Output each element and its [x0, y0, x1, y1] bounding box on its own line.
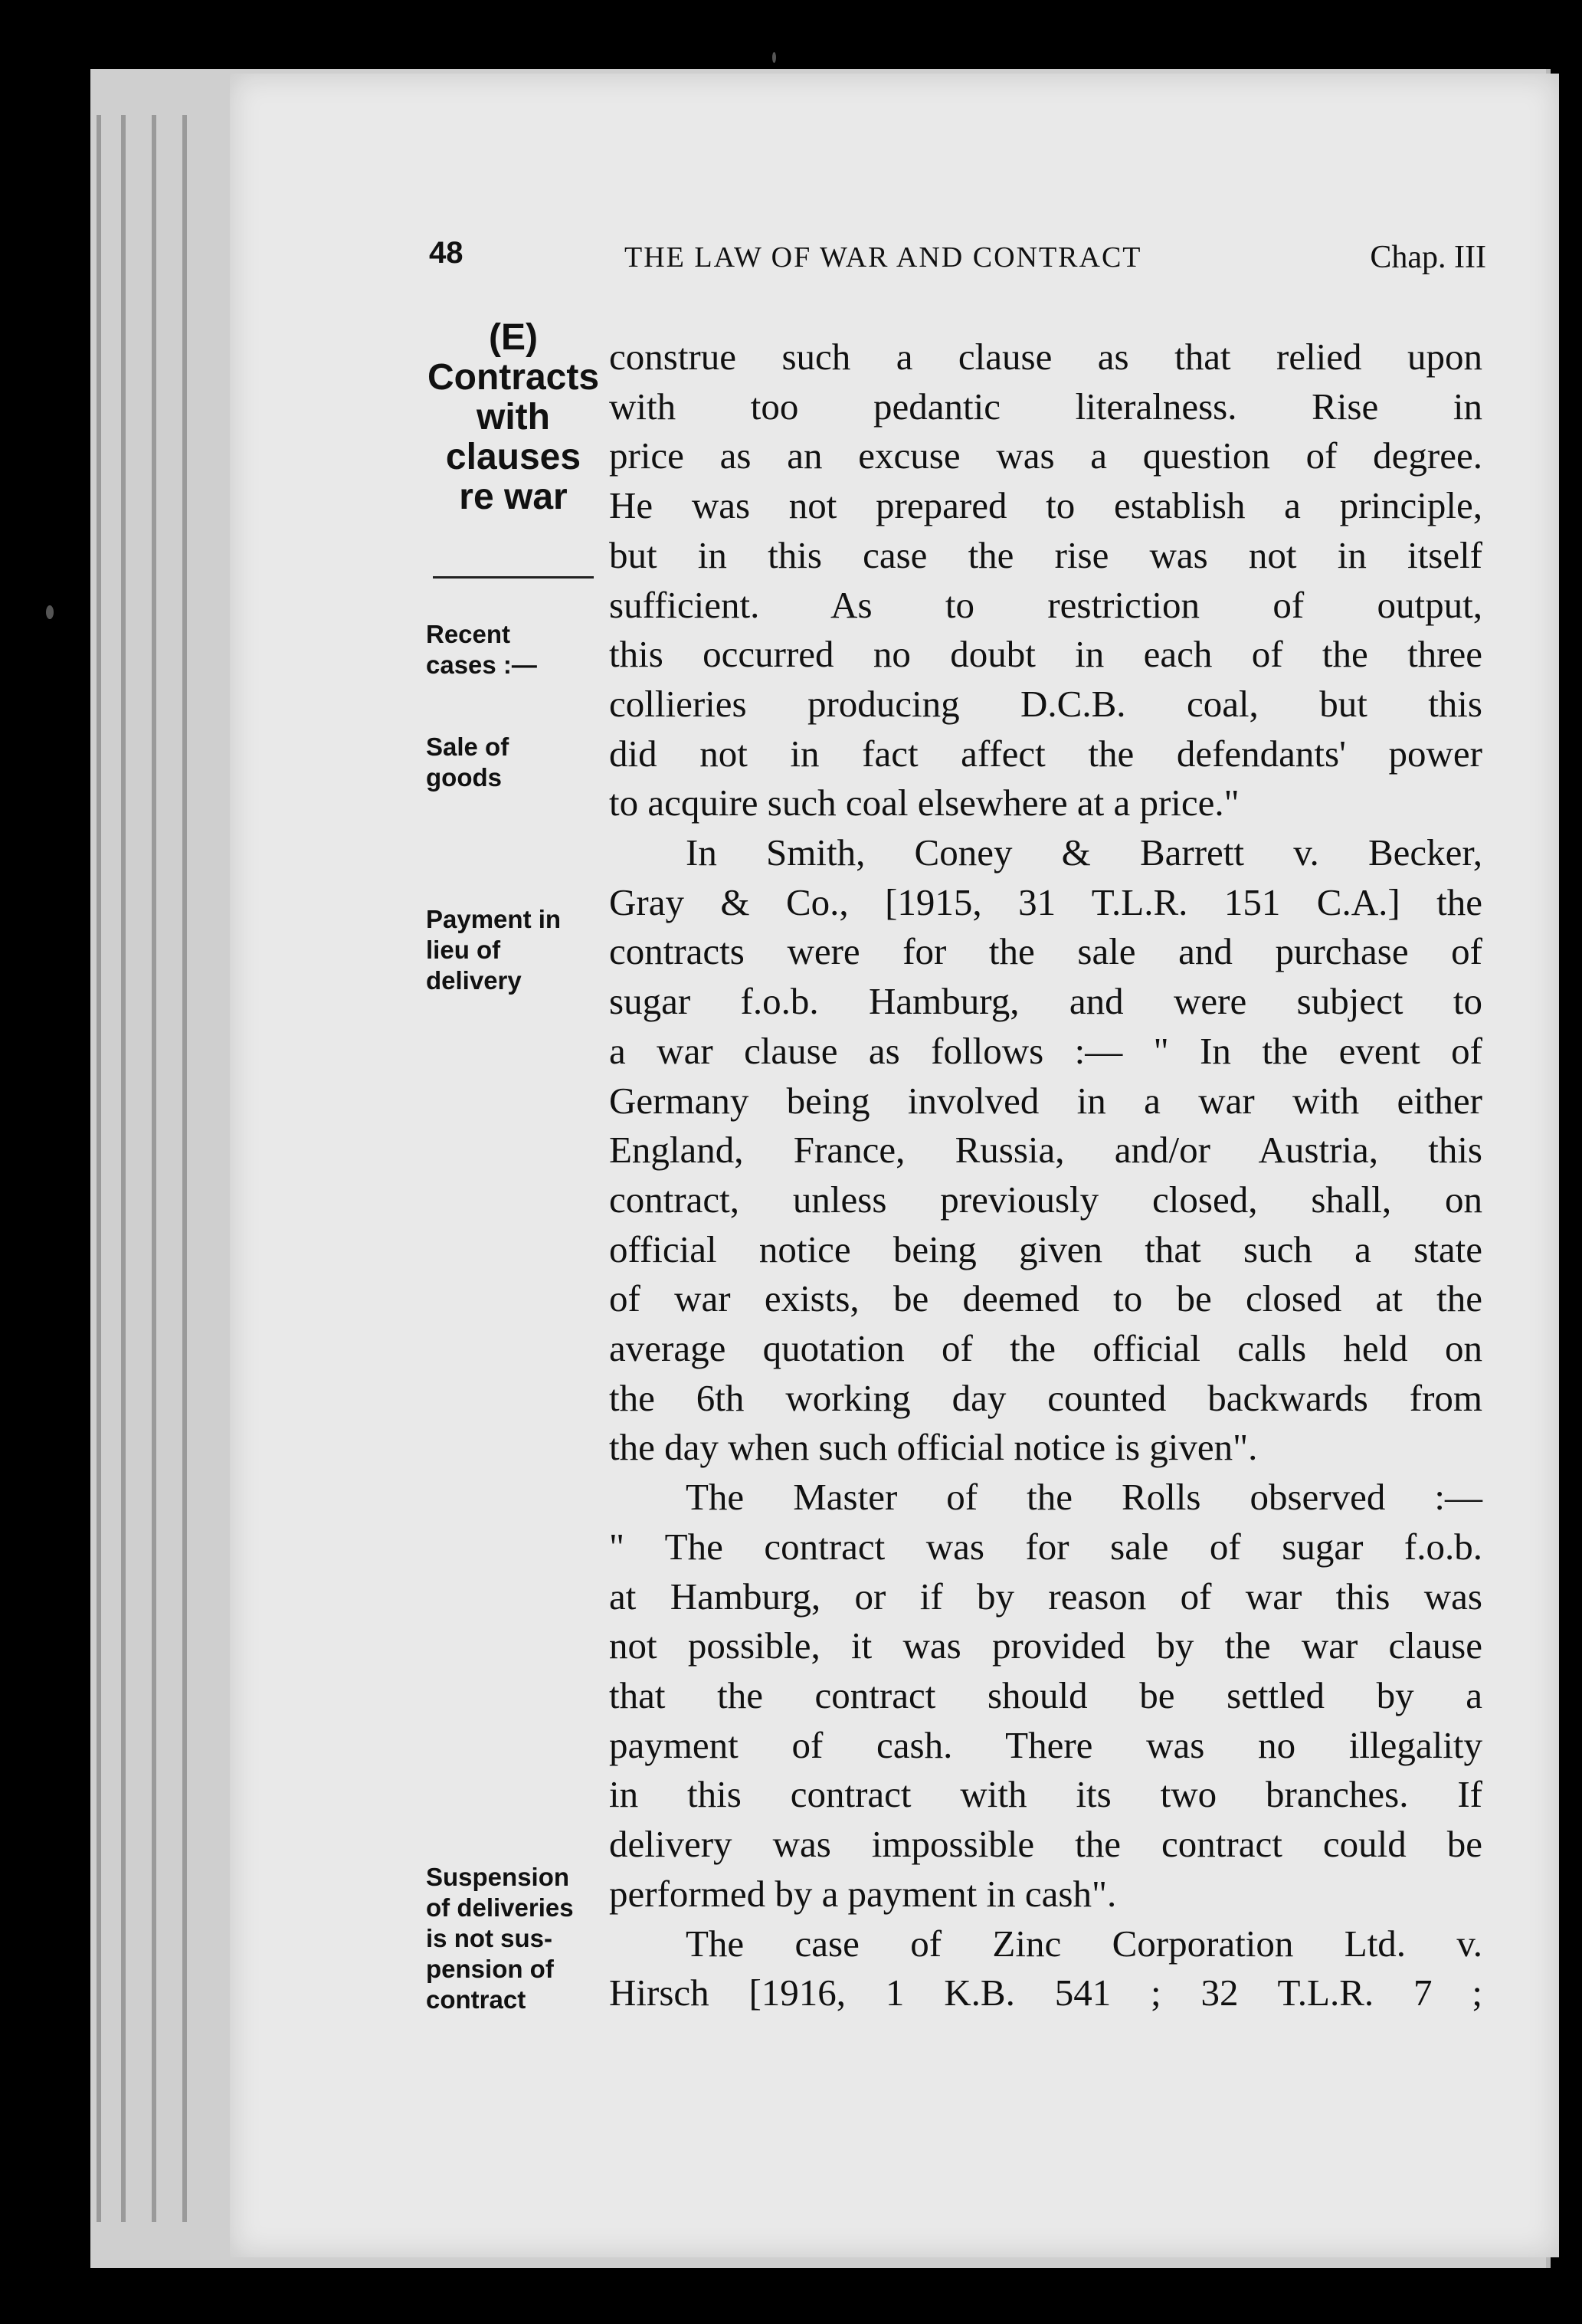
scan-speck: [46, 605, 54, 619]
text-line: England, France, Russia, and/or Austria, this: [609, 1129, 1482, 1172]
text-line: the day when such official notice is given".: [609, 1426, 1258, 1469]
margin-note-line: delivery: [426, 966, 522, 995]
margin-note-line: is not sus-: [426, 1924, 553, 1952]
page-edge: [121, 115, 126, 2222]
page-edge: [97, 115, 101, 2222]
margin-note-line: Recent: [426, 620, 511, 648]
margin-note-line: cases :—: [426, 651, 537, 679]
text-line: sufficient. As to restriction of output,: [609, 583, 1482, 626]
page-header: [429, 236, 1486, 282]
margin-note-line: lieu of: [426, 936, 501, 964]
margin-heading-line: re war: [459, 477, 568, 517]
text-line: collieries producing D.C.B. coal, but this: [609, 682, 1482, 725]
margin-note-line: Sale of: [426, 733, 509, 761]
text-line: to acquire such coal elsewhere at a price.": [609, 782, 1240, 824]
text-line: performed by a payment in cash".: [609, 1872, 1117, 1915]
text-line: that the contract should be settled by a: [609, 1673, 1482, 1716]
text-line: contract, unless previously closed, shall, on: [609, 1178, 1482, 1221]
text-line: this occurred no doubt in each of the three: [609, 633, 1482, 676]
margin-note-line: goods: [426, 763, 502, 792]
margin-heading-line: with: [477, 397, 550, 438]
text-line: price as an excuse was a question of degree.: [609, 434, 1482, 477]
margin-note-line: contract: [426, 1985, 526, 2014]
body-text: [609, 333, 1482, 2018]
text-line: The case of Zinc Corporation Ltd. v.: [686, 1922, 1482, 1965]
margin-note-line: pension of: [426, 1955, 554, 1983]
text-line: official notice being given that such a state: [609, 1228, 1482, 1270]
text-line: Hirsch [1916, 1 K.B. 541 ; 32 T.L.R. 7 ;: [609, 1972, 1482, 2014]
text-line: sugar f.o.b. Hamburg, and were subject to: [609, 980, 1482, 1023]
margin-note-recent: [426, 619, 602, 680]
text-line: a war clause as follows :— " In the event of: [609, 1029, 1482, 1072]
margin-note-sale: [426, 732, 602, 793]
text-line: did not in fact affect the defendants' power: [609, 732, 1482, 775]
margin-note-line: Suspension: [426, 1863, 570, 1891]
text-line: Gray & Co., [1915, 31 T.L.R. 151 C.A.] the: [609, 880, 1482, 923]
text-line: delivery was impossible the contract could be: [609, 1823, 1482, 1866]
text-line: the 6th working day counted backwards from: [609, 1376, 1482, 1419]
page-edge: [152, 115, 156, 2222]
text-line: of war exists, be deemed to be closed at the: [609, 1277, 1482, 1320]
text-line: contracts were for the sale and purchase of: [609, 930, 1482, 973]
margin-heading-line: clauses: [445, 437, 581, 477]
margin-note-payment: [426, 904, 602, 996]
text-line: Germany being involved in a war with either: [609, 1079, 1482, 1122]
page-number: 48: [429, 236, 463, 270]
page-edge: [182, 115, 187, 2222]
margin-heading-line: Contracts: [427, 357, 600, 398]
running-head: THE LAW OF WAR AND CONTRACT: [624, 241, 1142, 274]
text-line: at Hamburg, or if by reason of war this was: [609, 1575, 1482, 1618]
text-line: payment of cash. There was no illegality: [609, 1723, 1482, 1766]
text-line: The Master of the Rolls observed :—: [686, 1476, 1482, 1519]
text-line: " The contract was for sale of sugar f.o.b.: [609, 1525, 1482, 1568]
text-line: not possible, it was provided by the war clause: [609, 1624, 1482, 1667]
text-line: but in this case the rise was not in itself: [609, 533, 1482, 576]
text-line: with too pedantic literalness. Rise in: [609, 385, 1482, 428]
chapter-label: Chap. III: [1370, 240, 1486, 275]
text-line: construe such a clause as that relied upon: [609, 336, 1482, 378]
margin-heading: [425, 318, 601, 517]
margin-heading-line: (E): [489, 317, 538, 358]
text-line: He was not prepared to establish a principle,: [609, 484, 1482, 527]
text-line: in this contract with its two branches. If: [609, 1773, 1482, 1816]
margin-note-suspension: [426, 1862, 602, 2015]
margin-rule: [433, 576, 594, 579]
text-line: In Smith, Coney & Barrett v. Becker,: [686, 831, 1482, 874]
text-line: average quotation of the official calls held on: [609, 1327, 1482, 1370]
margin-note-line: of deliveries: [426, 1893, 574, 1922]
scan-speck: [772, 52, 776, 63]
margin-note-line: Payment in: [426, 905, 562, 933]
